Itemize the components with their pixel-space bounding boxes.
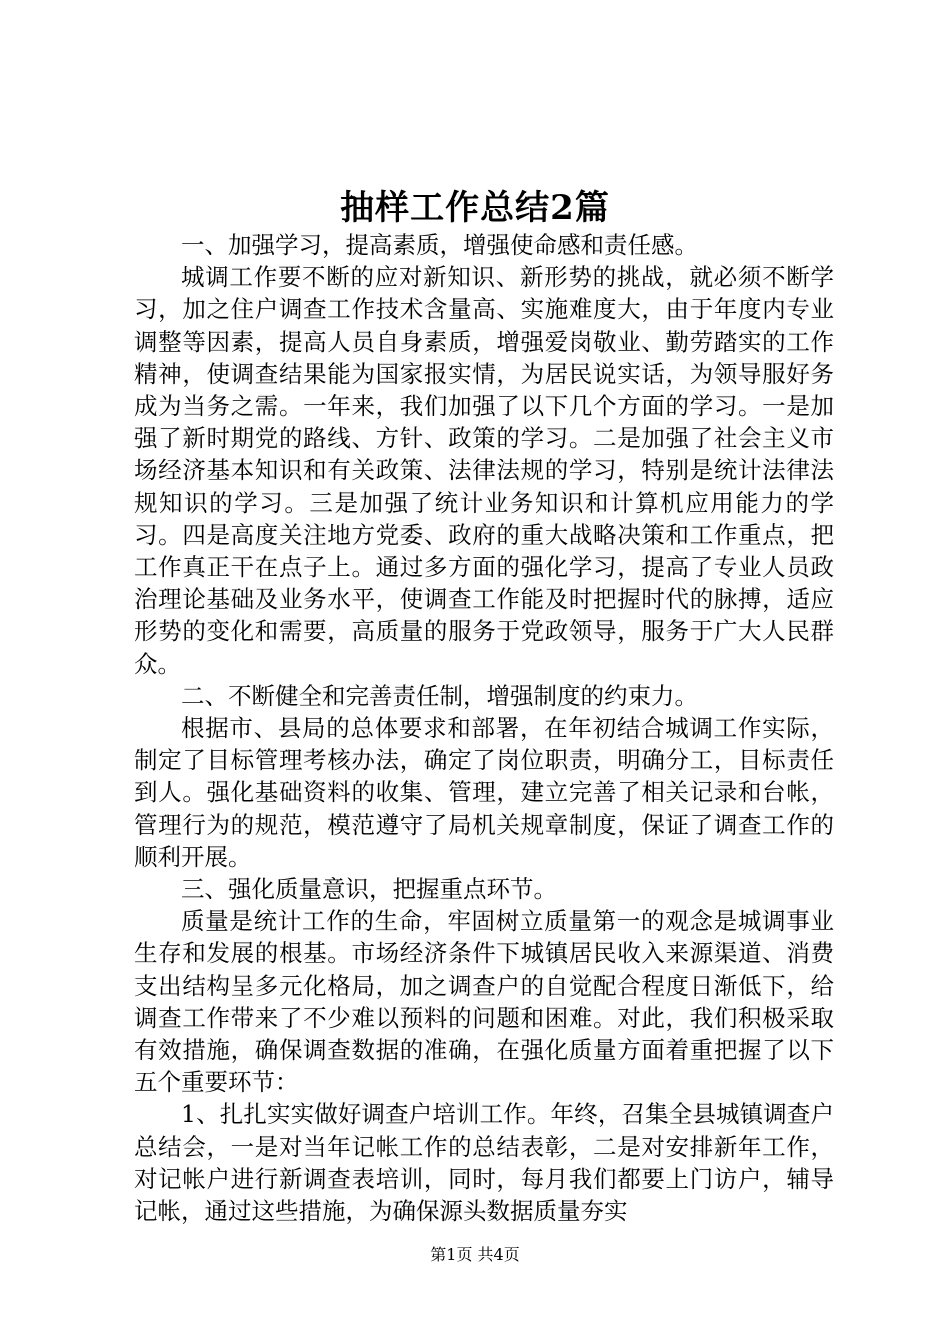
body-paragraph: 1、扎扎实实做好调查户培训工作。年终，召集全县城镇调查户总结会，一是对当年记帐工作的总结表彰，二是对安排新年工作，对记帐户进行新调查表培训，同时，每月我们都要上门访户，辅导记帐，通过这些措施，为确保源头数据质量夯实: [134, 1100, 834, 1226]
body-paragraph: 城调工作要不断的应对新知识、新形势的挑战，就必须不断学习，加之住户调查工作技术含量高、实施难度大，由于年度内专业调整等因素，提高人员自身素质，增强爱岗敬业、勤劳踏实的工作精神，使调查结果能为国家报实情，为居民说实话，为领导服好务成为当务之需。一年来，我们加强了以下几个方面的学习。一是加强了新时期党的路线、方针、政策的学习。二是加强了社会主义市场经济基本知识和有关政策、法律法规的学习，特别是统计法律法规知识的学习。三是加强了统计业务知识和计算机应用能力的学习。四是高度关注地方党委、政府的重大战略决策和工作重点，把工作真正干在点子上。通过多方面的强化学习，提高了专业人员政治理论基础及业务水平，使调查工作能及时把握时代的脉搏，适应形势的变化和需要，高质量的服务于党政领导，服务于广大人民群众。: [134, 263, 834, 678]
body-paragraph: 质量是统计工作的生命，牢固树立质量第一的观念是城调事业生存和发展的根基。市场经济条件下城镇居民收入来源渠道、消费支出结构呈多元化格局，加之调查户的自觉配合程度日渐低下，给调查工作带来了不少难以预料的问题和困难。对此，我们积极采取有效措施，确保调查数据的准确，在强化质量方面着重把握了以下五个重要环节：: [134, 907, 834, 1097]
section-heading-1: 一、加强学习，提高素质，增强使命感和责任感。: [181, 231, 698, 259]
page-footer: 第1页 共4页: [430, 1245, 520, 1264]
document-title: 抽样工作总结2篇: [340, 188, 610, 228]
section-heading-2: 二、不断健全和完善责任制，增强制度的约束力。: [181, 681, 698, 710]
document-body: [134, 229, 834, 1227]
section-heading-3: 三、强化质量意识，把握重点环节。: [181, 875, 557, 904]
body-paragraph: 根据市、县局的总体要求和部署，在年初结合城调工作实际，制定了目标管理考核办法，确定了岗位职责，明确分工，目标责任到人。强化基础资料的收集、管理，建立完善了相关记录和台帐，管理行为的规范，模范遵守了局机关规章制度，保证了调查工作的顺利开展。: [134, 714, 834, 871]
